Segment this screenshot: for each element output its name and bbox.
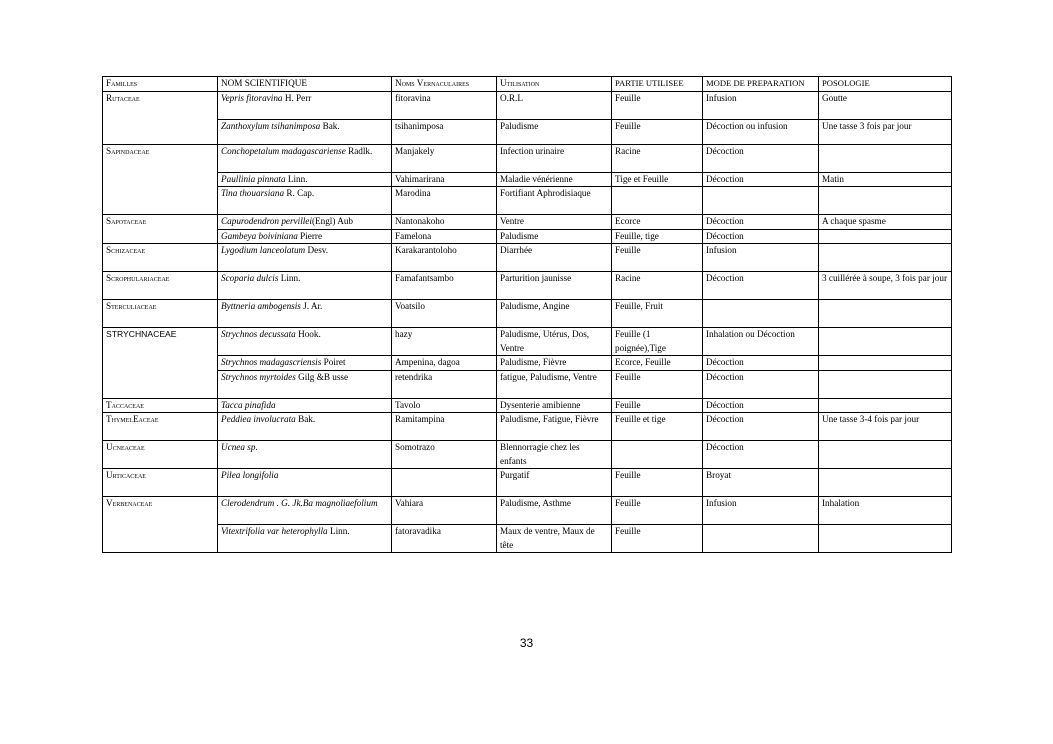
posology-cell: Matin bbox=[819, 172, 952, 187]
use-cell: Paludisme bbox=[497, 229, 612, 244]
scientific-name-cell: Gambeya boiviniana Pierre bbox=[218, 229, 392, 244]
part-cell: Feuille (1 poignée),Tige bbox=[612, 328, 703, 356]
scientific-name-cell: Scoparia dulcis Linn. bbox=[218, 272, 392, 300]
part-cell: Feuille bbox=[612, 91, 703, 119]
scientific-name-cell: Strychnos decussata Hook. bbox=[218, 328, 392, 356]
posology-cell bbox=[819, 525, 952, 553]
header-utilisation: Utilisation bbox=[497, 77, 612, 92]
mode-cell: Décoction ou infusion bbox=[703, 119, 819, 144]
use-cell: Maladie vénérienne bbox=[497, 172, 612, 187]
page-number: 33 bbox=[519, 636, 534, 650]
use-cell: Paludisme, Fatigue, Fièvre bbox=[497, 413, 612, 441]
mode-cell: Décoction bbox=[703, 356, 819, 371]
posology-cell bbox=[819, 244, 952, 272]
vernacular-cell: Famafantsambo bbox=[392, 272, 497, 300]
header-partie-utilisee: PARTIE UTILISEE bbox=[612, 77, 703, 92]
part-cell: Racine bbox=[612, 272, 703, 300]
vernacular-cell: Ramitampina bbox=[392, 413, 497, 441]
table-row bbox=[103, 497, 952, 525]
table-row bbox=[103, 441, 952, 469]
posology-cell: Goutte bbox=[819, 91, 952, 119]
vernacular-cell: Marodina bbox=[392, 187, 497, 215]
table-row bbox=[103, 187, 952, 215]
scientific-name-cell: Clerodendrum . G. Jk.Ba magnoliaefolium bbox=[218, 497, 392, 525]
use-cell: Ventre bbox=[497, 215, 612, 230]
scientific-name-cell: Paullinia pinnata Linn. bbox=[218, 172, 392, 187]
use-cell: Infection urinaire bbox=[497, 144, 612, 172]
part-cell: Feuille, tige bbox=[612, 229, 703, 244]
scientific-name-cell: Vepris fitoravina H. Perr bbox=[218, 91, 392, 119]
table-row bbox=[103, 328, 952, 356]
vernacular-cell: Famelona bbox=[392, 229, 497, 244]
scientific-name-cell: Vitextrifolia var heterophylla Linn. bbox=[218, 525, 392, 553]
posology-cell bbox=[819, 398, 952, 413]
posology-cell: Une tasse 3 fois par jour bbox=[819, 119, 952, 144]
posology-cell bbox=[819, 441, 952, 469]
use-cell: Paludisme, Utérus, Dos, Ventre bbox=[497, 328, 612, 356]
part-cell: Feuille bbox=[612, 469, 703, 497]
family-cell: Sapindaceae bbox=[103, 144, 218, 215]
posology-cell: 3 cuillérée à soupe, 3 fois par jour bbox=[819, 272, 952, 300]
use-cell: fatigue, Paludisme, Ventre bbox=[497, 370, 612, 398]
scientific-name-cell: Zanthoxylum tsihanimposa Bak. bbox=[218, 119, 392, 144]
part-cell: Feuille bbox=[612, 244, 703, 272]
posology-cell bbox=[819, 356, 952, 371]
family-cell: Scrophulariaceae bbox=[103, 272, 218, 300]
vernacular-cell: Tavolo bbox=[392, 398, 497, 413]
part-cell: Racine bbox=[612, 144, 703, 172]
scientific-name-cell: Capurodendron pervillei(Engl) Aub bbox=[218, 215, 392, 230]
scientific-name-cell: Strychnos madagascriensis Poiret bbox=[218, 356, 392, 371]
part-cell: Feuille et tige bbox=[612, 413, 703, 441]
table-row bbox=[103, 413, 952, 441]
posology-cell bbox=[819, 144, 952, 172]
use-cell: Dysenterie amibienne bbox=[497, 398, 612, 413]
mode-cell: Décoction bbox=[703, 215, 819, 230]
family-cell: Sapotaceae bbox=[103, 215, 218, 244]
family-cell: Urticaceae bbox=[103, 469, 218, 497]
scientific-name-cell: Lygodium lanceolatum Desv. bbox=[218, 244, 392, 272]
mode-cell: Décoction bbox=[703, 370, 819, 398]
part-cell: Feuille bbox=[612, 398, 703, 413]
posology-cell bbox=[819, 300, 952, 328]
use-cell: Purgatif bbox=[497, 469, 612, 497]
table-row bbox=[103, 398, 952, 413]
mode-cell: Décoction bbox=[703, 441, 819, 469]
posology-cell: A chaque spasme bbox=[819, 215, 952, 230]
ethnobotany-table bbox=[102, 76, 952, 553]
part-cell bbox=[612, 441, 703, 469]
part-cell: Feuille, Fruit bbox=[612, 300, 703, 328]
part-cell: Feuille bbox=[612, 525, 703, 553]
scientific-name-cell: Peddiea involucrata Bak. bbox=[218, 413, 392, 441]
posology-cell bbox=[819, 469, 952, 497]
use-cell: Blennorragie chez les enfants bbox=[497, 441, 612, 469]
scientific-name-cell: Tacca pinafida bbox=[218, 398, 392, 413]
table-row bbox=[103, 144, 952, 172]
table-header-row bbox=[103, 77, 952, 92]
table-row bbox=[103, 272, 952, 300]
header-mode-preparation: MODE DE PREPARATION bbox=[703, 77, 819, 92]
family-cell: ThymelEaceae bbox=[103, 413, 218, 441]
part-cell: Feuille bbox=[612, 119, 703, 144]
vernacular-cell: retendrika bbox=[392, 370, 497, 398]
use-cell: Paludisme, Angine bbox=[497, 300, 612, 328]
part-cell: Feuille bbox=[612, 370, 703, 398]
family-cell: Rutaceae bbox=[103, 91, 218, 144]
family-cell: Verbenaceae bbox=[103, 497, 218, 553]
vernacular-cell: Nantonakoho bbox=[392, 215, 497, 230]
mode-cell: Décoction bbox=[703, 144, 819, 172]
mode-cell bbox=[703, 187, 819, 215]
table-row bbox=[103, 356, 952, 371]
use-cell: Fortifiant Aphrodisiaque bbox=[497, 187, 612, 215]
header-noms-vernaculaires: Noms Vernaculaires bbox=[392, 77, 497, 92]
scientific-name-cell: Strychnos myrtoides Gilg &B usse bbox=[218, 370, 392, 398]
table-row bbox=[103, 370, 952, 398]
mode-cell bbox=[703, 300, 819, 328]
family-cell: Taccaceae bbox=[103, 398, 218, 413]
mode-cell: Infusion bbox=[703, 497, 819, 525]
scientific-name-cell: Conchopetalum madagascariense Radlk. bbox=[218, 144, 392, 172]
mode-cell: Décoction bbox=[703, 272, 819, 300]
family-cell: Schizaceae bbox=[103, 244, 218, 272]
posology-cell: Inhalation bbox=[819, 497, 952, 525]
scientific-name-cell: Tina thouarsiana R. Cap. bbox=[218, 187, 392, 215]
use-cell: Diarrhée bbox=[497, 244, 612, 272]
scientific-name-cell: Pilea longifolia bbox=[218, 469, 392, 497]
table-row bbox=[103, 229, 952, 244]
use-cell: Paludisme bbox=[497, 119, 612, 144]
vernacular-cell: tsihanimposa bbox=[392, 119, 497, 144]
posology-cell bbox=[819, 187, 952, 215]
vernacular-cell: Ampenina, dagoa bbox=[392, 356, 497, 371]
mode-cell: Décoction bbox=[703, 398, 819, 413]
family-cell: Sterculiaceae bbox=[103, 300, 218, 328]
posology-cell: Une tasse 3-4 fois par jour bbox=[819, 413, 952, 441]
table-row bbox=[103, 91, 952, 119]
scientific-name-cell: Byttneria ambogensis J. Ar. bbox=[218, 300, 392, 328]
part-cell: Feuille bbox=[612, 497, 703, 525]
mode-cell bbox=[703, 525, 819, 553]
use-cell: Maux de ventre, Maux de tête bbox=[497, 525, 612, 553]
mode-cell: Décoction bbox=[703, 172, 819, 187]
posology-cell bbox=[819, 328, 952, 356]
mode-cell: Infusion bbox=[703, 244, 819, 272]
part-cell bbox=[612, 187, 703, 215]
use-cell: O.R.L bbox=[497, 91, 612, 119]
vernacular-cell: fitoravina bbox=[392, 91, 497, 119]
vernacular-cell: Voatsilo bbox=[392, 300, 497, 328]
vernacular-cell: Vahiara bbox=[392, 497, 497, 525]
vernacular-cell bbox=[392, 469, 497, 497]
table-row bbox=[103, 244, 952, 272]
posology-cell bbox=[819, 229, 952, 244]
vernacular-cell: Vahimarirana bbox=[392, 172, 497, 187]
table-row bbox=[103, 525, 952, 553]
part-cell: Ecorce, Feuille bbox=[612, 356, 703, 371]
posology-cell bbox=[819, 370, 952, 398]
vernacular-cell: fatoravadika bbox=[392, 525, 497, 553]
table-row bbox=[103, 119, 952, 144]
header-nom-scientifique: NOM SCIENTIFIQUE bbox=[218, 77, 392, 92]
family-cell: Ucneaceae bbox=[103, 441, 218, 469]
part-cell: Tige et Feuille bbox=[612, 172, 703, 187]
table-row bbox=[103, 172, 952, 187]
header-familles: Familles bbox=[103, 77, 218, 92]
table-row bbox=[103, 300, 952, 328]
table-row bbox=[103, 469, 952, 497]
vernacular-cell: hazy bbox=[392, 328, 497, 356]
mode-cell: Inhalation ou Décoction bbox=[703, 328, 819, 356]
scientific-name-cell: Ucnea sp. bbox=[218, 441, 392, 469]
use-cell: Parturition jaunisse bbox=[497, 272, 612, 300]
vernacular-cell: Somotrazo bbox=[392, 441, 497, 469]
vernacular-cell: Manjakely bbox=[392, 144, 497, 172]
use-cell: Paludisme, Fièvre bbox=[497, 356, 612, 371]
part-cell: Ecorce bbox=[612, 215, 703, 230]
use-cell: Paludisme, Asthme bbox=[497, 497, 612, 525]
mode-cell: Décoction bbox=[703, 229, 819, 244]
family-cell: STRYCHNACEAE bbox=[103, 328, 218, 399]
mode-cell: Décoction bbox=[703, 413, 819, 441]
vernacular-cell: Karakarantoloho bbox=[392, 244, 497, 272]
mode-cell: Broyat bbox=[703, 469, 819, 497]
header-posologie: POSOLOGIE bbox=[819, 77, 952, 92]
mode-cell: Infusion bbox=[703, 91, 819, 119]
table-row bbox=[103, 215, 952, 230]
